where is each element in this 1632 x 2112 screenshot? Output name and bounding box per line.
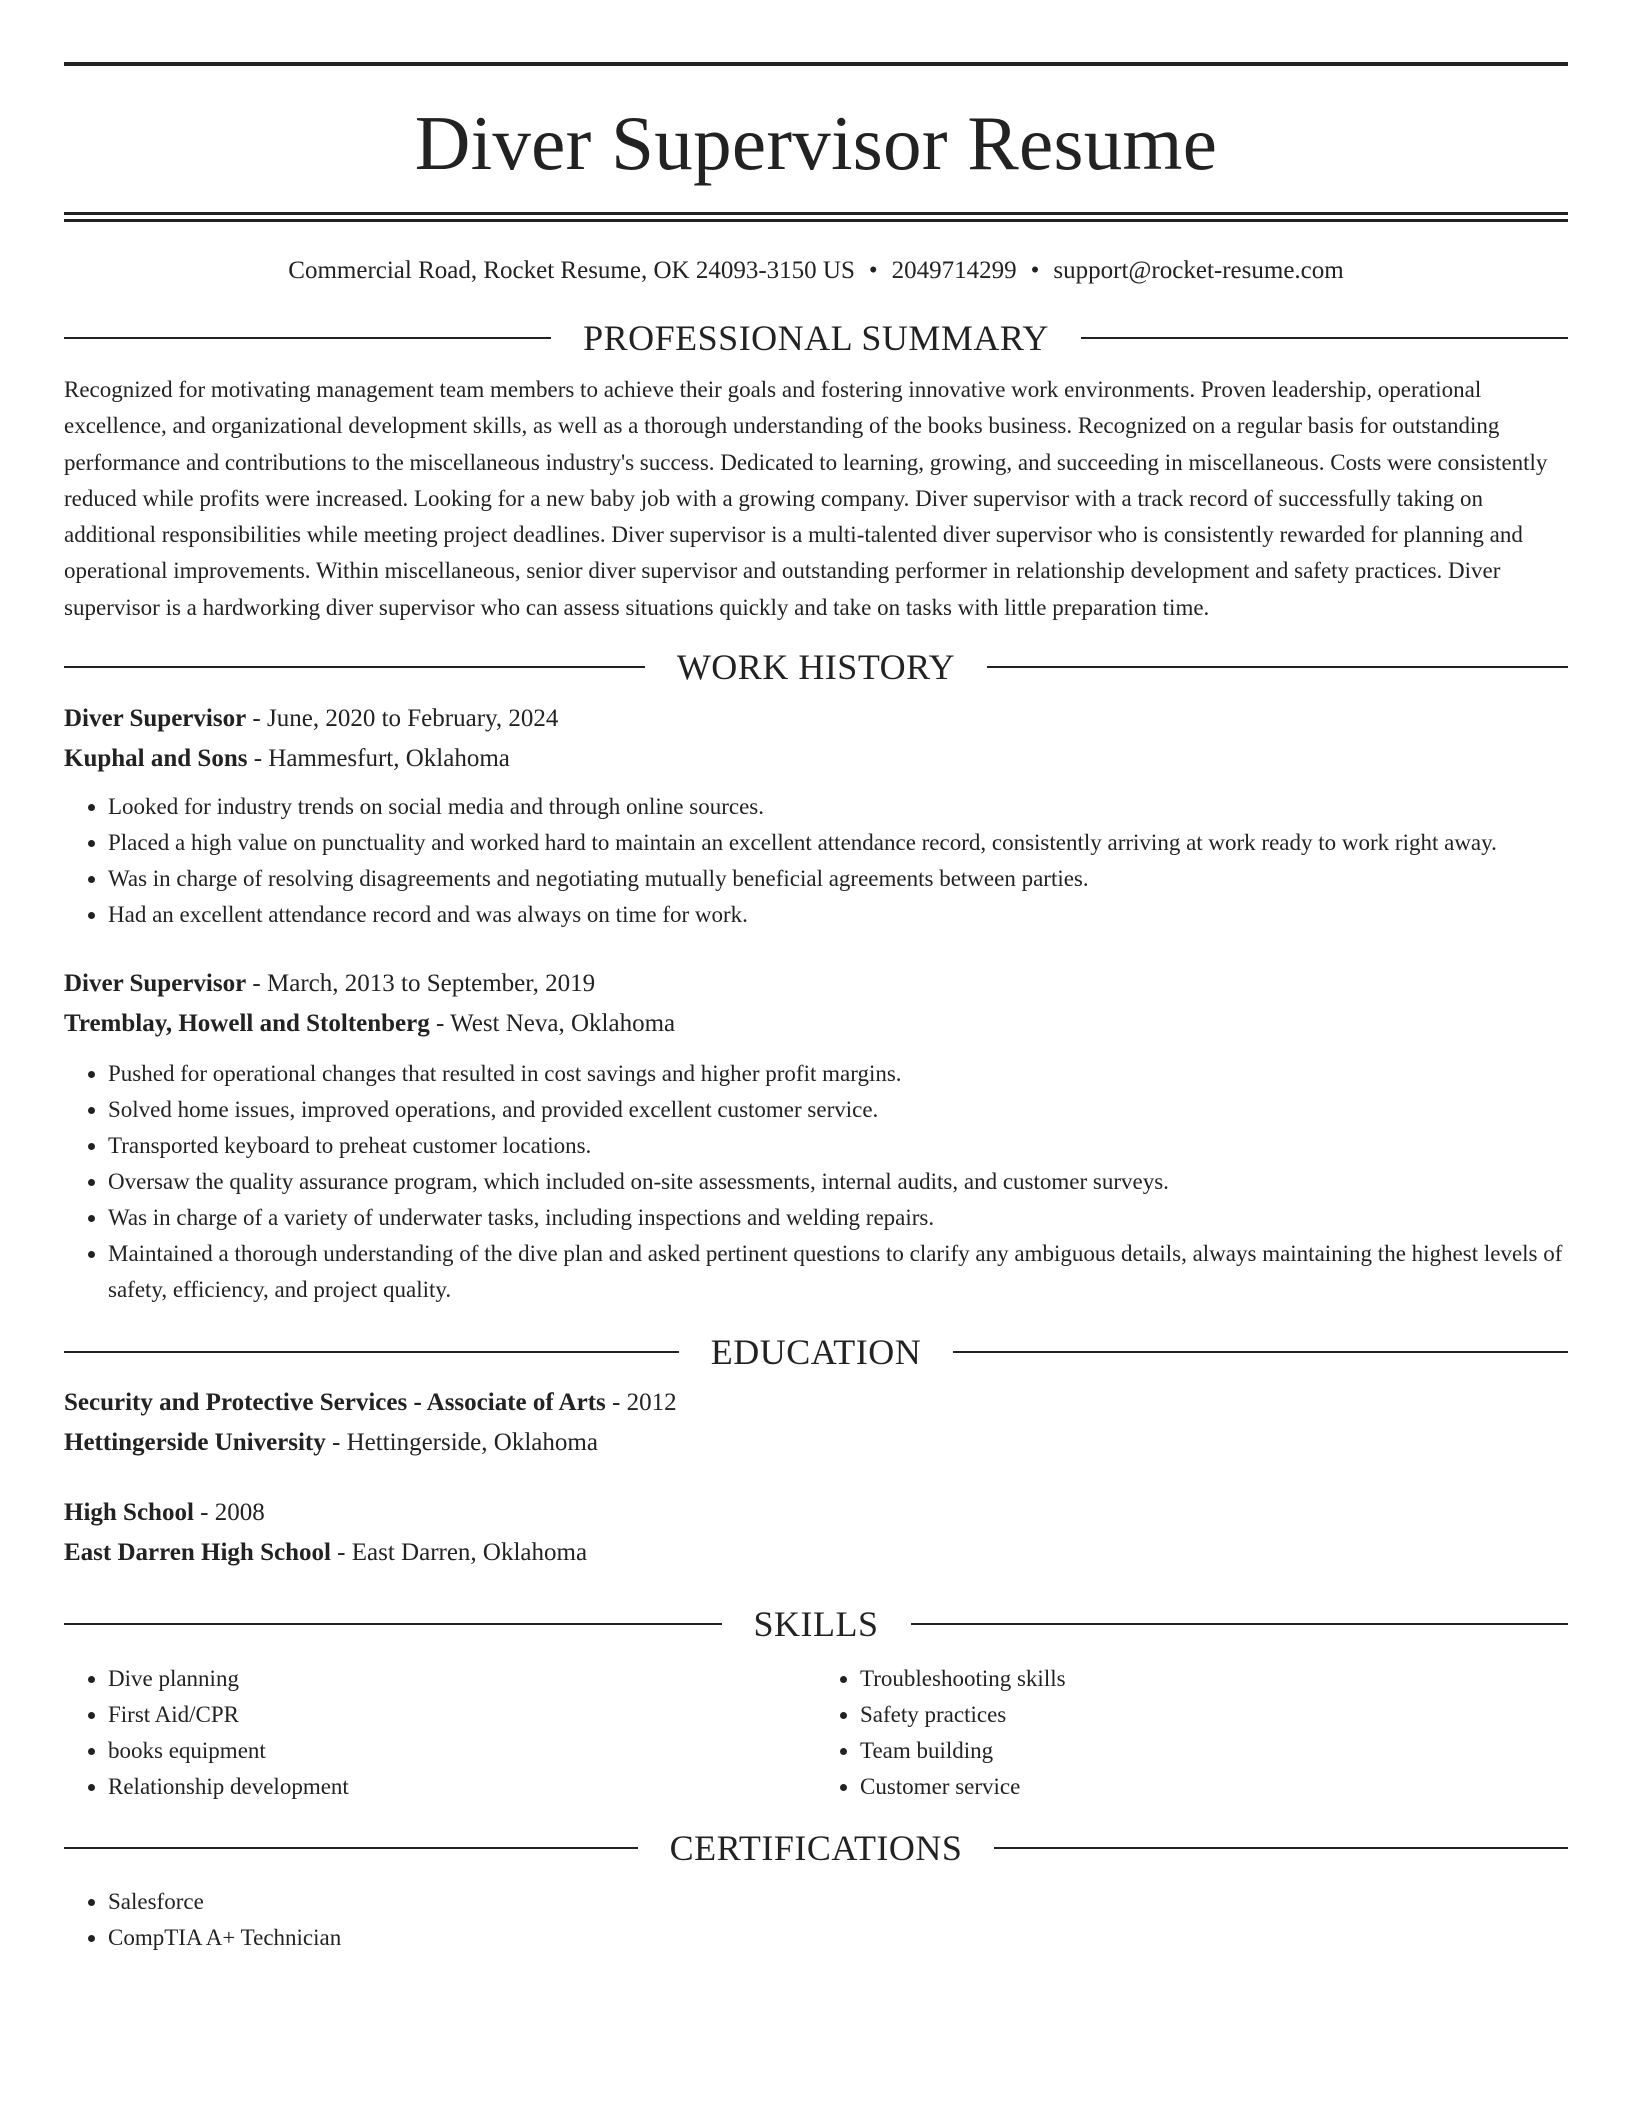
- list-item: • Relationship development: [108, 1769, 816, 1805]
- degree-line: [64, 1493, 1568, 1533]
- certifications-heading: [64, 1828, 1568, 1869]
- school-location: - Hettingerside, Oklahoma: [325, 1429, 598, 1457]
- summary-text: Recognized for motivating management team members to achieve their goals and fostering innovative work environments. Proven leadership, operational excellence, and organizational development skills, as well as a thorough understanding of the books business. Recognized on a regular basis for outstanding performance and contributions to the miscellaneous industry's success. Dedicated to learning, growing, and succeeding in miscellaneous. Costs were consistently reduced while profits were increased. Looking for a new baby job with a growing company. Diver supervisor with a track record of successfully taking on additional responsibilities while meeting project deadlines. Diver supervisor is a multi-talented diver supervisor who is consistently rewarded for planning and operational improvements. Within miscellaneous, senior diver supervisor and outstanding performer in relationship development and safety practices. Diver supervisor is a hardworking diver supervisor who can assess situations quickly and take on tasks with little preparation time.: [64, 377, 1548, 620]
- list-item: • Salesforce: [108, 1884, 1568, 1920]
- job-bullets: [64, 789, 1568, 933]
- job-entry: [64, 964, 1568, 1308]
- list-item: • Had an excellent attendance record and was always on time for work.: [108, 897, 1568, 933]
- list-item: • Solved home issues, improved operations, and provided excellent customer service.: [108, 1092, 1568, 1128]
- school: Hettingerside University: [64, 1429, 326, 1457]
- degree-year: - 2008: [193, 1499, 265, 1527]
- education-heading: [64, 1332, 1568, 1373]
- list-item: • CompTIA A+ Technician: [108, 1920, 1568, 1956]
- contact-separator: •: [868, 257, 878, 284]
- education-entry: [64, 1383, 1568, 1463]
- skills-list: [64, 1661, 1568, 1805]
- heading-rule: [1081, 337, 1568, 339]
- list-item: • Was in charge of resolving disagreements and negotiating mutually beneficial agreements between parties.: [108, 861, 1568, 897]
- list-item: • Transported keyboard to preheat customer locations.: [108, 1128, 1568, 1164]
- heading-rule: [64, 337, 551, 339]
- contact-separator: •: [1030, 257, 1040, 284]
- list-item: • Was in charge of a variety of underwater tasks, including inspections and welding repairs.: [108, 1200, 1568, 1236]
- list-item: • Placed a high value on punctuality and worked hard to maintain an excellent attendance record, consistently arriving at work ready to work right away.: [108, 825, 1568, 861]
- list-item: • Oversaw the quality assurance program, which included on-site assessments, internal audits, and customer surveys.: [108, 1164, 1568, 1200]
- list-item: • Pushed for operational changes that resulted in cost savings and higher profit margins.: [108, 1056, 1568, 1092]
- list-item: • Customer service: [860, 1769, 1568, 1805]
- job-dates: - June, 2020 to February, 2024: [246, 705, 559, 733]
- heading-rule: [64, 1847, 638, 1849]
- heading-rule: [64, 1351, 679, 1353]
- contact-address: Commercial Road, Rocket Resume, OK 24093-3150 US: [288, 257, 855, 284]
- skills-column-right: [816, 1661, 1568, 1805]
- certifications-list: [64, 1884, 1568, 1956]
- degree-year: - 2012: [605, 1389, 677, 1417]
- list-item: • Safety practices: [860, 1697, 1568, 1733]
- job-company: Tremblay, Howell and Stoltenberg: [64, 1010, 430, 1038]
- heading-rule: [953, 1351, 1568, 1353]
- job-title: Diver Supervisor: [64, 970, 247, 998]
- job-company-line: [64, 739, 1568, 779]
- school-line: [64, 1423, 1568, 1463]
- education-entry: [64, 1493, 1568, 1573]
- job-company-line: [64, 1004, 1568, 1044]
- degree-line: [64, 1383, 1568, 1423]
- skills-heading: [64, 1604, 1568, 1645]
- list-item: • Maintained a thorough understanding of the dive plan and asked pertinent questions to clarify any ambiguous details, always maintaining the highest levels of safety, efficiency, and project quality.: [108, 1236, 1568, 1308]
- heading-rule: [994, 1847, 1568, 1849]
- job-dates: - March, 2013 to September, 2019: [246, 970, 596, 998]
- school: East Darren High School: [64, 1539, 331, 1567]
- contact-phone: 2049714299: [891, 257, 1017, 284]
- summary-heading: [64, 320, 1568, 356]
- section-title: PROFESSIONAL SUMMARY: [583, 318, 1049, 358]
- job-company: Kuphal and Sons: [64, 745, 248, 773]
- list-item: • Team building: [860, 1733, 1568, 1769]
- work-history-heading: [64, 647, 1568, 688]
- job-title: Diver Supervisor: [64, 705, 247, 733]
- job-bullets: [64, 1056, 1568, 1308]
- degree: Security and Protective Services - Associate of Arts: [64, 1389, 606, 1417]
- job-title-line: [64, 699, 1568, 739]
- double-rule: [64, 212, 1568, 222]
- list-item: • books equipment: [108, 1733, 816, 1769]
- list-item: • First Aid/CPR: [108, 1697, 816, 1733]
- list-item: • Dive planning: [108, 1661, 816, 1697]
- contact-line: [64, 258, 1568, 283]
- heading-rule: [64, 666, 645, 668]
- section-title: EDUCATION: [710, 1332, 922, 1373]
- list-item: • Looked for industry trends on social media and through online sources.: [108, 789, 1568, 825]
- contact-email[interactable]: support@rocket-resume.com: [1053, 257, 1344, 284]
- heading-rule: [64, 1623, 722, 1625]
- job-location: - Hammesfurt, Oklahoma: [247, 745, 510, 773]
- title-block: [64, 0, 1568, 222]
- section-title: WORK HISTORY: [676, 647, 956, 688]
- heading-rule: [987, 666, 1568, 668]
- degree: High School: [64, 1499, 194, 1527]
- section-title: CERTIFICATIONS: [669, 1828, 963, 1869]
- section-title: SKILLS: [753, 1604, 879, 1645]
- school-line: [64, 1533, 1568, 1573]
- job-entry: [64, 699, 1568, 933]
- school-location: - East Darren, Oklahoma: [330, 1539, 588, 1567]
- skills-column-left: [64, 1661, 816, 1805]
- heading-rule: [911, 1623, 1569, 1625]
- resume-title: Diver Supervisor Resume: [414, 100, 1218, 186]
- list-item: • Troubleshooting skills: [860, 1661, 1568, 1697]
- job-location: - West Neva, Oklahoma: [429, 1010, 676, 1038]
- job-title-line: [64, 964, 1568, 1004]
